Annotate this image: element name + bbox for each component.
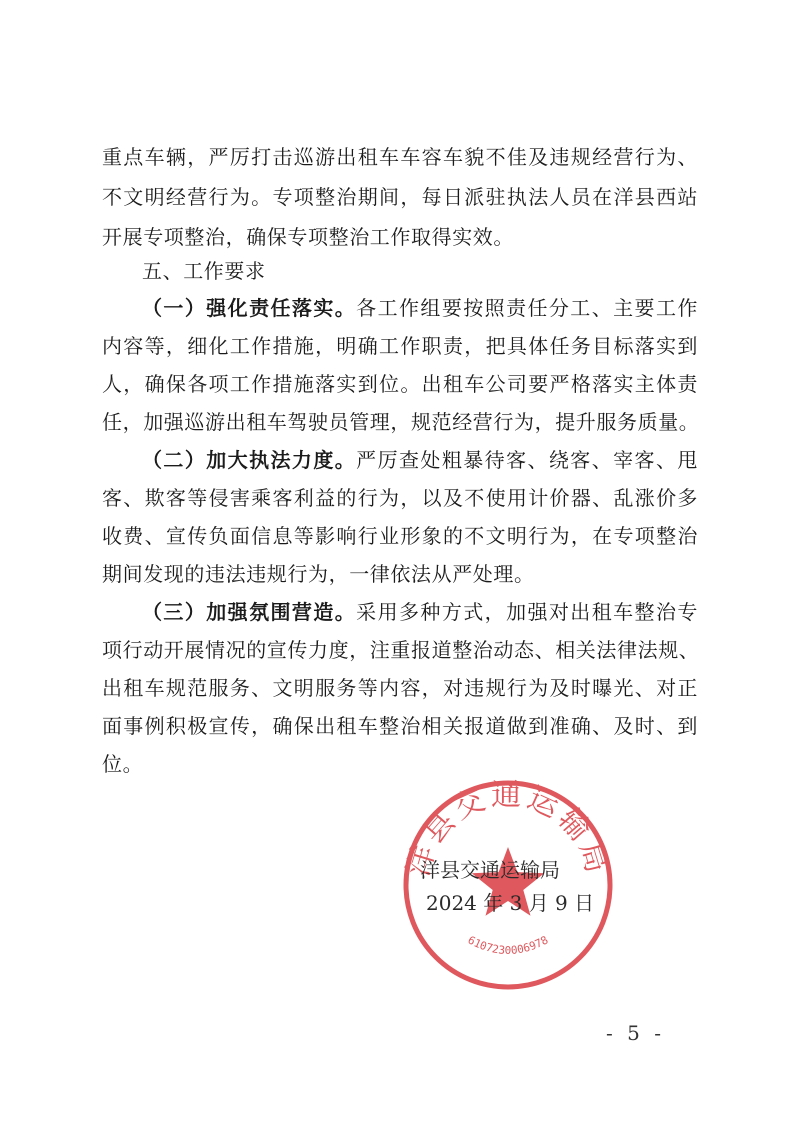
body-line: 位。 [102, 752, 144, 776]
subsection-title: （二）加大执法力度。 [142, 448, 357, 472]
body-text: 采用多种方式，加强对出租车整治专 [356, 600, 698, 624]
body-line: 期间发现的违法违规行为，一律依法从严处理。 [102, 562, 535, 586]
seal-ring-text: 洋县交通运输局 [400, 778, 616, 881]
body-line: 不文明经营行为。专项整治期间，每日派驻执法人员在洋县西站 [102, 185, 698, 209]
body-line: 面事例积极宣传，确保出租车整治相关报道做到准确、及时、到 [102, 714, 698, 738]
subsection-title: （一）强化责任落实。 [142, 296, 357, 320]
body-line: 收费、宣传负面信息等影响行业形象的不文明行为，在专项整治 [102, 524, 698, 548]
body-line: 任，加强巡游出租车驾驶员管理，规范经营行为，提升服务质量。 [102, 410, 700, 434]
body-line: 内容等，细化工作措施，明确工作职责，把具体任务目标落实到 [102, 334, 698, 358]
official-seal [398, 775, 618, 995]
body-line: 重点车辆，严厉打击巡游出租车车容车貌不佳及违规经营行为、 [102, 145, 698, 169]
subsection-line [142, 592, 698, 632]
body-line: 人，确保各项工作措施落实到位。出租车公司要严格落实主体责 [102, 372, 698, 396]
body-line: 出租车规范服务、文明服务等内容，对违规行为及时曝光、对正 [102, 676, 698, 700]
signature-date: 2024 年 3 月 9 日 [426, 891, 595, 915]
subsection-title: （三）加强氛围营造。 [142, 600, 357, 624]
body-line: 项行动开展情况的宣传力度，注重报道整治动态、相关法律法规、 [102, 638, 700, 662]
body-text: 严厉查处粗暴待客、绕客、宰客、甩 [356, 448, 698, 472]
signature-org: 洋县交通运输局 [420, 858, 560, 882]
section-heading: 五、工作要求 [142, 259, 266, 283]
page-number: - 5 - [606, 1021, 665, 1045]
subsection-line [142, 440, 698, 480]
seal-code: 6107230006978 [465, 933, 551, 957]
subsection-line [142, 288, 698, 328]
body-text: 各工作组要按照责任分工、主要工作 [356, 296, 698, 320]
body-line: 开展专项整治，确保专项整治工作取得实效。 [102, 225, 514, 249]
body-line: 客、欺客等侵害乘客利益的行为，以及不使用计价器、乱涨价多 [102, 486, 698, 510]
